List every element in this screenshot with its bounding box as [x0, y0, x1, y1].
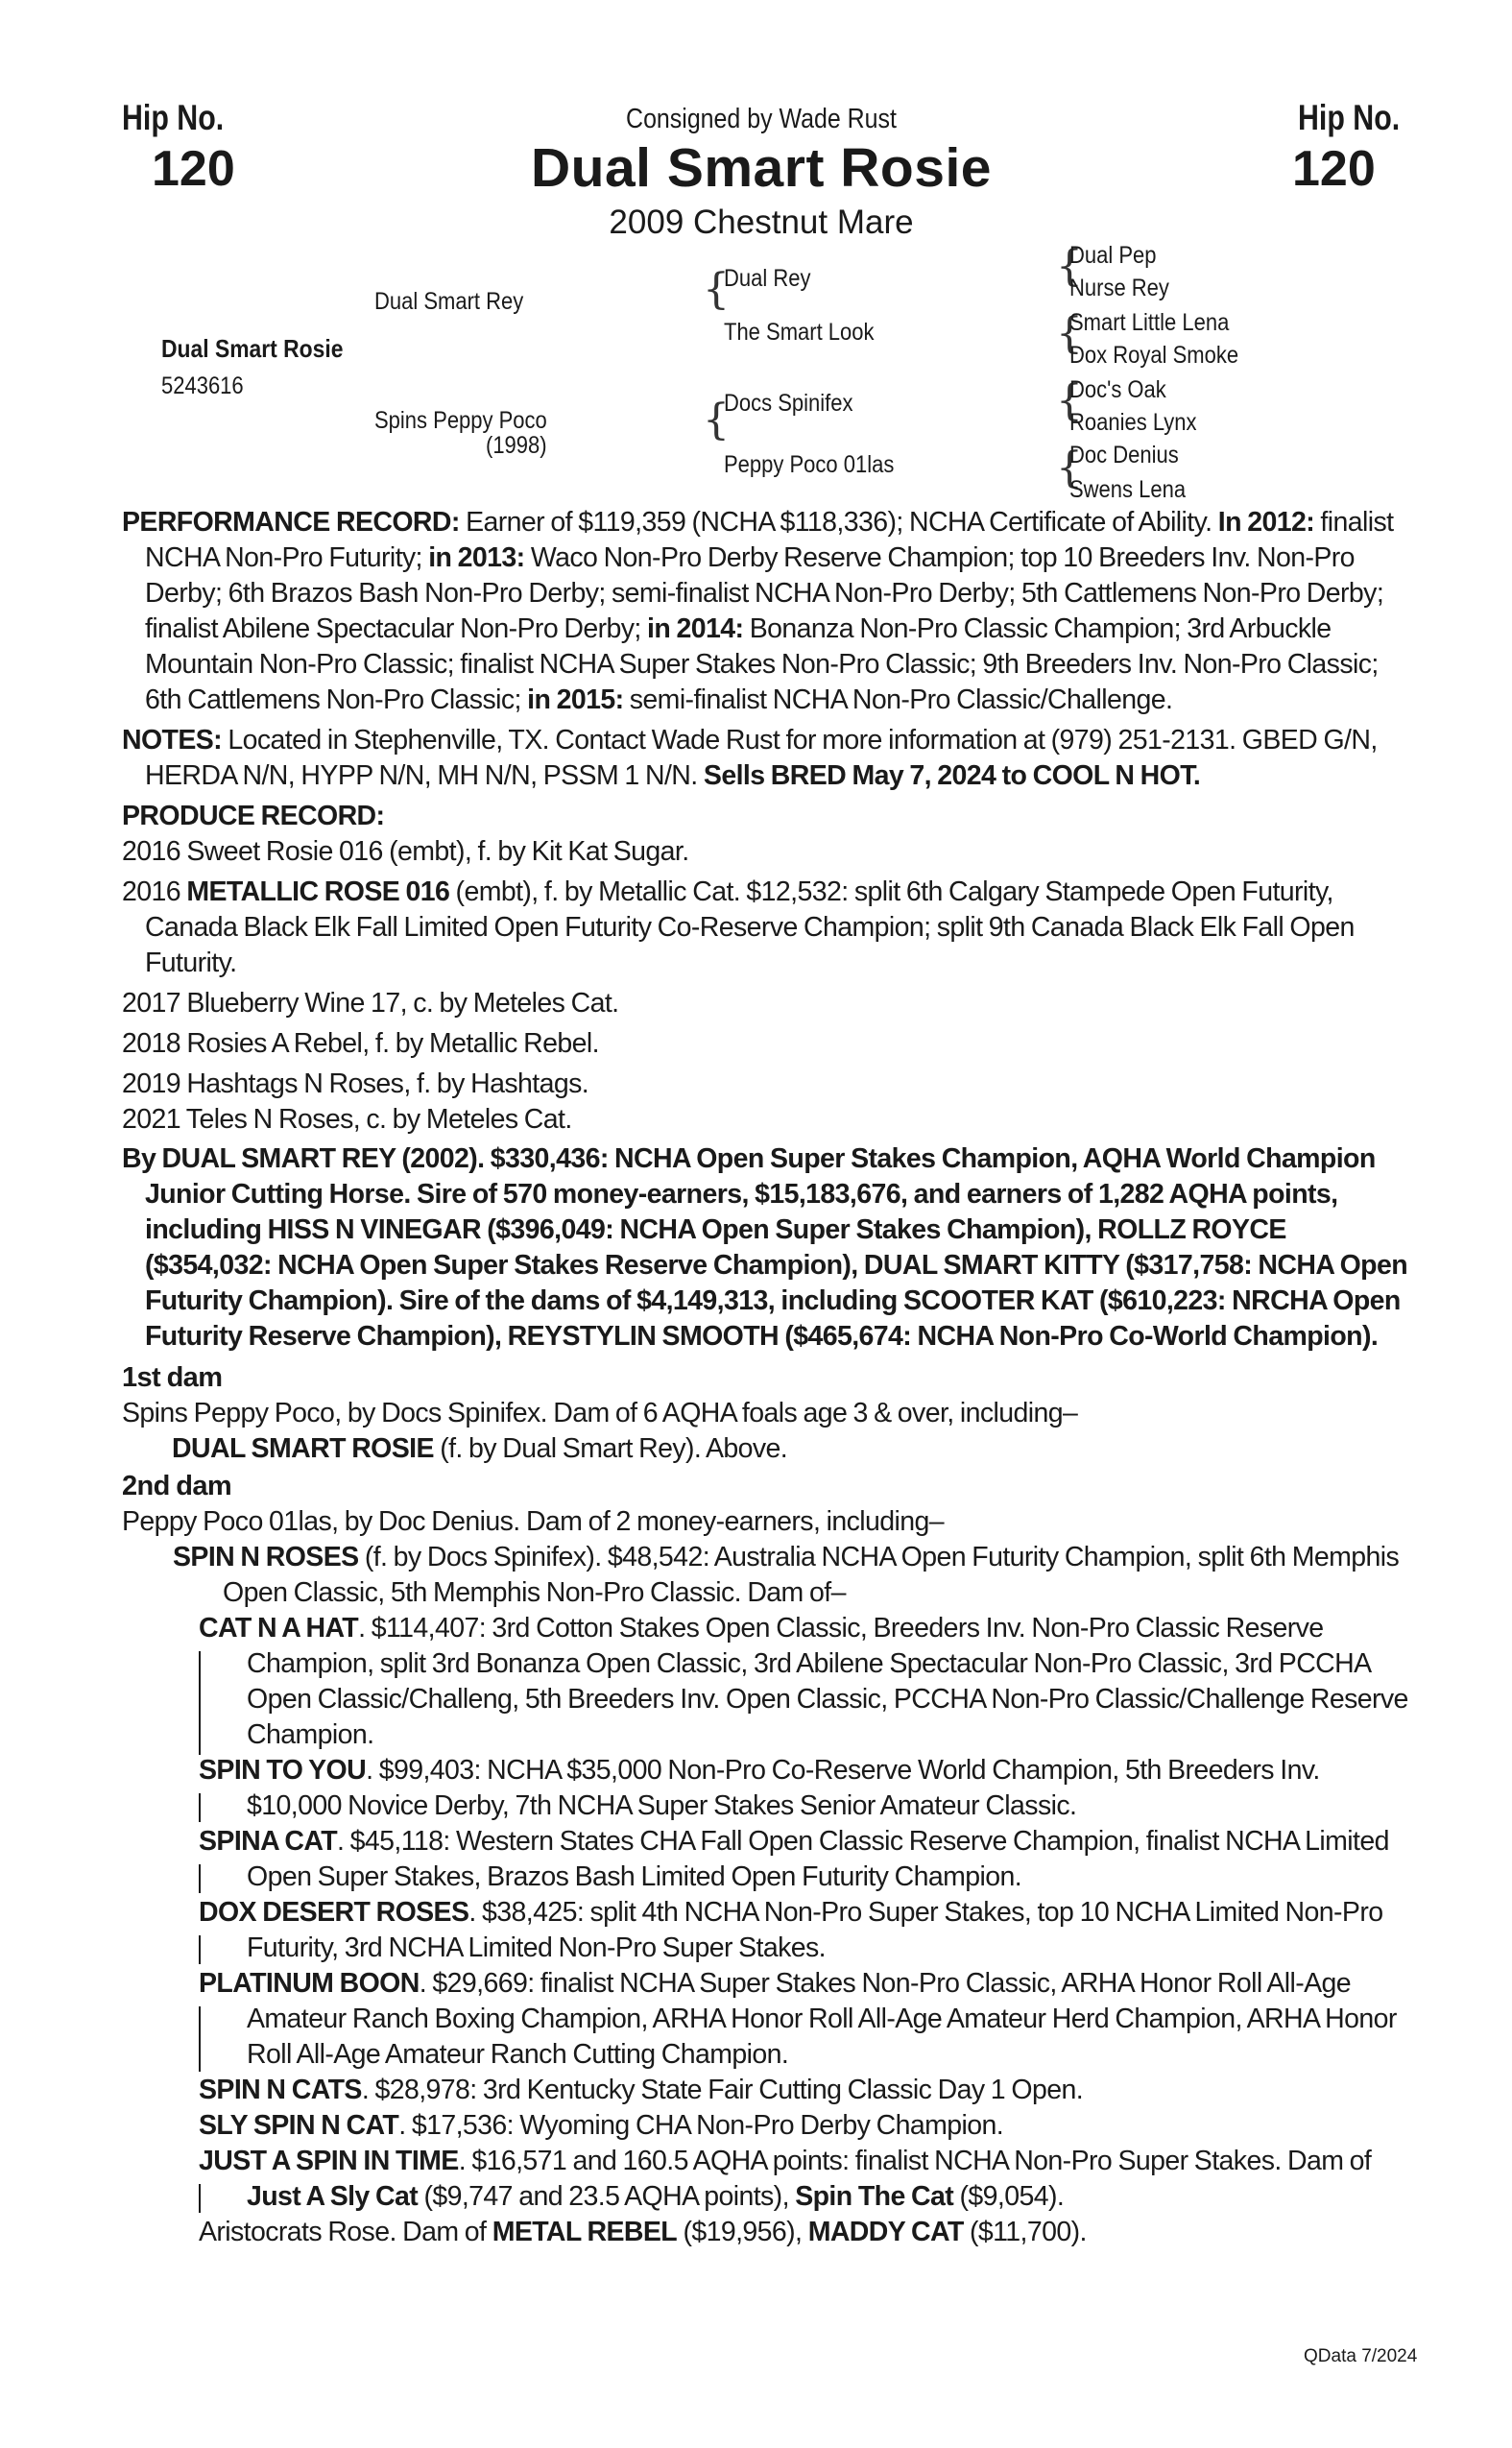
pedigree-sire-sire: Dual Rey — [724, 265, 811, 292]
produce-item: 2019 Hashtags N Roses, f. by Hashtags. — [122, 1068, 589, 1099]
pedigree-brace: { — [703, 396, 730, 444]
pedigree-subject-reg: 5243616 — [161, 372, 244, 399]
second-dam-produce-item: CAT N A HAT. $114,407: 3rd Cotton Stakes Open Classic, Breeders Inv. Non-Pro Classic Reserve Champion, split 3rd Bonanza Open Classic, 3rd Abilene Spectacular Non-Pro Classic, 3rd PCCHA Open Classic/Challeng, 5th Breeders Inv. Open Classic, PCCHA Non-Pro Classic/Challenge Reserve Champion. — [122, 1611, 1413, 1753]
consignor: Consigned by Wade Rust — [626, 104, 897, 134]
indent-bar — [199, 2006, 201, 2072]
pedigree-dam-sire: Docs Spinifex — [724, 390, 853, 417]
second-dam-produce-item: PLATINUM BOON. $29,669: finalist NCHA Super Stakes Non-Pro Classic, ARHA Honor Roll All-Age Amateur Ranch Boxing Champion, ARHA Honor Roll All-Age Amateur Herd Champion, ARHA Honor Roll All-Age Amateur Ranch Cutting Champion. — [199, 1968, 1397, 2070]
pedigree-brace: { — [703, 265, 730, 314]
second-dam-produce-item: SPIN N CATS. $28,978: 3rd Kentucky State Fair Cutting Classic Day 1 Open. — [199, 2075, 1084, 2105]
produce-record-label: PRODUCE RECORD: — [122, 801, 385, 831]
pedigree-g3: Swens Lena — [1069, 476, 1187, 503]
produce-item: 2017 Blueberry Wine 17, c. by Meteles Cat. — [122, 988, 619, 1019]
second-dam-produce-item: SLY SPIN N CAT. $17,536: Wyoming CHA Non-Pro Derby Champion. — [199, 2110, 1004, 2141]
pedigree-brace: { — [1056, 309, 1083, 358]
hip-number-left: 120 — [152, 141, 235, 197]
first-dam-foal: DUAL SMART ROSIE (f. by Dual Smart Rey). Above. — [172, 1433, 788, 1464]
horse-name: Dual Smart Rosie — [531, 137, 992, 199]
pedigree-g3: Roanies Lynx — [1069, 409, 1197, 436]
performance-label: PERFORMANCE RECORD: — [122, 507, 460, 538]
produce-item: 2016 METALLIC ROSE 016 (embt), f. by Metallic Cat. $12,532: split 6th Calgary Stampede Open Futurity, Canada Black Elk Fall Limited Open Futurity Co-Reserve Champion; split 9th Canada Black Elk Fall Open Futurity. — [122, 876, 1355, 978]
pedigree-sire-dam: The Smart Look — [724, 319, 875, 346]
first-dam-heading: 1st dam — [122, 1362, 223, 1393]
pedigree-g3: Dual Pep — [1069, 242, 1157, 269]
pedigree-g3: Nurse Rey — [1069, 275, 1169, 301]
sire-paragraph: By DUAL SMART REY (2002). $330,436: NCHA Open Super Stakes Champion, AQHA World Champion Junior Cutting Horse. Sire of 570 money-earners, $15,183,676, and earners of 1,282 AQHA points, including HISS N VINEGAR ($396,049: NCHA Open Super Stakes Champion), ROLLZ ROYCE ($354,032: NCHA Open Super Stakes Reserve Champion), DUAL SMART KITTY ($317,758: NCHA Open Futurity Champion). Sire of the dams of $4,149,313, including SCOOTER KAT ($610,223: NRCHA Open Futurity Reserve Champion), REYSTYLIN SMOOTH ($465,674: NCHA Non-Pro Co-World Champion). — [122, 1143, 1408, 1352]
second-dam-produce-item: DOX DESERT ROSES. $38,425: split 4th NCHA Non-Pro Super Stakes, top 10 NCHA Limited Non-Pro Futurity, 3rd NCHA Limited Non-Pro Super Stakes. — [199, 1897, 1383, 1963]
pedigree-g3: Doc's Oak — [1069, 376, 1166, 403]
pedigree-dam-dam: Peppy Poco 01las — [724, 451, 895, 478]
performance-record: PERFORMANCE RECORD: Earner of $119,359 (NCHA $118,336); NCHA Certificate of Ability. In 2012: finalist NCHA Non-Pro Futurity; in 2013: Waco Non-Pro Derby Reserve Champion; top 10 Breeders Inv. Non-Pro Derby; 6th Brazos Bash Non-Pro Derby; semi-finalist NCHA Non-Pro Derby; 5th Cattlemens Non-Pro Derby; finalist Abilene Spectacular Non-Pro Derby; in 2014: Bonanza Non-Pro Classic Champion; 3rd Arbuckle Mountain Non-Pro Classic; finalist NCHA Super Stakes Non-Pro Classic; 9th Breeders Inv. Non-Pro Classic; 6th Cattlemens Non-Pro Classic; in 2015: semi-finalist NCHA Non-Pro Classic/Challenge. — [122, 507, 1394, 715]
footer-qdata: QData 7/2024 — [1304, 2346, 1418, 2366]
indent-bar — [199, 1864, 201, 1893]
second-dam-produce-item: JUST A SPIN IN TIME. $16,571 and 160.5 AQHA points: finalist NCHA Non-Pro Super Stakes. Dam of Just A Sly Cat ($9,747 and 23.5 AQHA points), Spin The Cat ($9,054). — [199, 2146, 1372, 2212]
produce-item: 2016 Sweet Rosie 016 (embt), f. by Kit Kat Sugar. — [122, 836, 689, 867]
second-dam-text: Peppy Poco 01las, by Doc Denius. Dam of 2 money-earners, including– — [122, 1506, 944, 1537]
second-dam-produce-item: SPIN TO YOU. $99,403: NCHA $35,000 Non-Pro Co-Reserve World Champion, 5th Breeders Inv. $10,000 Novice Derby, 7th NCHA Super Stakes Senior Amateur Classic. — [199, 1755, 1320, 1821]
hip-label-right: Hip No. — [1298, 98, 1401, 137]
pedigree-dam: Spins Peppy Poco — [374, 407, 547, 434]
first-dam-text: Spins Peppy Poco, by Docs Spinifex. Dam of 6 AQHA foals age 3 & over, including– — [122, 1398, 1078, 1428]
pedigree-g3: Dox Royal Smoke — [1069, 342, 1239, 369]
notes: NOTES: Located in Stephenville, TX. Contact Wade Rust for more information at (979) 251-2131. GBED G/N, HERDA N/N, HYPP N/N, MH N/N, PSSM 1 N/N. Sells BRED May 7, 2024 to COOL N HOT. — [122, 725, 1378, 791]
pedigree-brace: { — [1056, 376, 1083, 425]
produce-item: 2018 Rosies A Rebel, f. by Metallic Rebel. — [122, 1028, 599, 1059]
pedigree-g3: Smart Little Lena — [1069, 309, 1230, 336]
second-dam-produce-item: SPINA CAT. $45,118: Western States CHA Fall Open Classic Reserve Champion, finalist NCHA Limited Open Super Stakes, Brazos Bash Limited Open Futurity Champion. — [199, 1826, 1389, 1892]
catalog-body — [122, 505, 1413, 2250]
pedigree-dam-year: (1998) — [486, 432, 547, 459]
produce-item: 2021 Teles N Roses, c. by Meteles Cat. — [122, 1104, 572, 1135]
pedigree-brace: { — [1056, 444, 1083, 492]
indent-bar — [199, 1935, 201, 1964]
pedigree-sire: Dual Smart Rey — [374, 288, 524, 315]
horse-description: 2009 Chestnut Mare — [609, 204, 914, 241]
second-dam-produce-item: Aristocrats Rose. Dam of METAL REBEL ($19,956), MADDY CAT ($11,700). — [199, 2217, 1087, 2247]
pedigree-subject-name: Dual Smart Rosie — [161, 334, 344, 363]
pedigree-brace: { — [1056, 242, 1083, 291]
indent-bar — [199, 2184, 201, 2213]
notes-label: NOTES: — [122, 725, 223, 756]
second-dam-foal: SPIN N ROSES (f. by Docs Spinifex). $48,542: Australia NCHA Open Futurity Champion, split 6th Memphis Open Classic, 5th Memphis Non-Pro Classic. Dam of– — [173, 1542, 1400, 1608]
indent-bar — [199, 1651, 201, 1755]
pedigree-g3: Doc Denius — [1069, 442, 1179, 468]
hip-number-right: 120 — [1292, 141, 1376, 197]
hip-label-left: Hip No. — [122, 98, 225, 137]
second-dam-heading: 2nd dam — [122, 1471, 232, 1501]
indent-bar — [199, 1793, 201, 1822]
